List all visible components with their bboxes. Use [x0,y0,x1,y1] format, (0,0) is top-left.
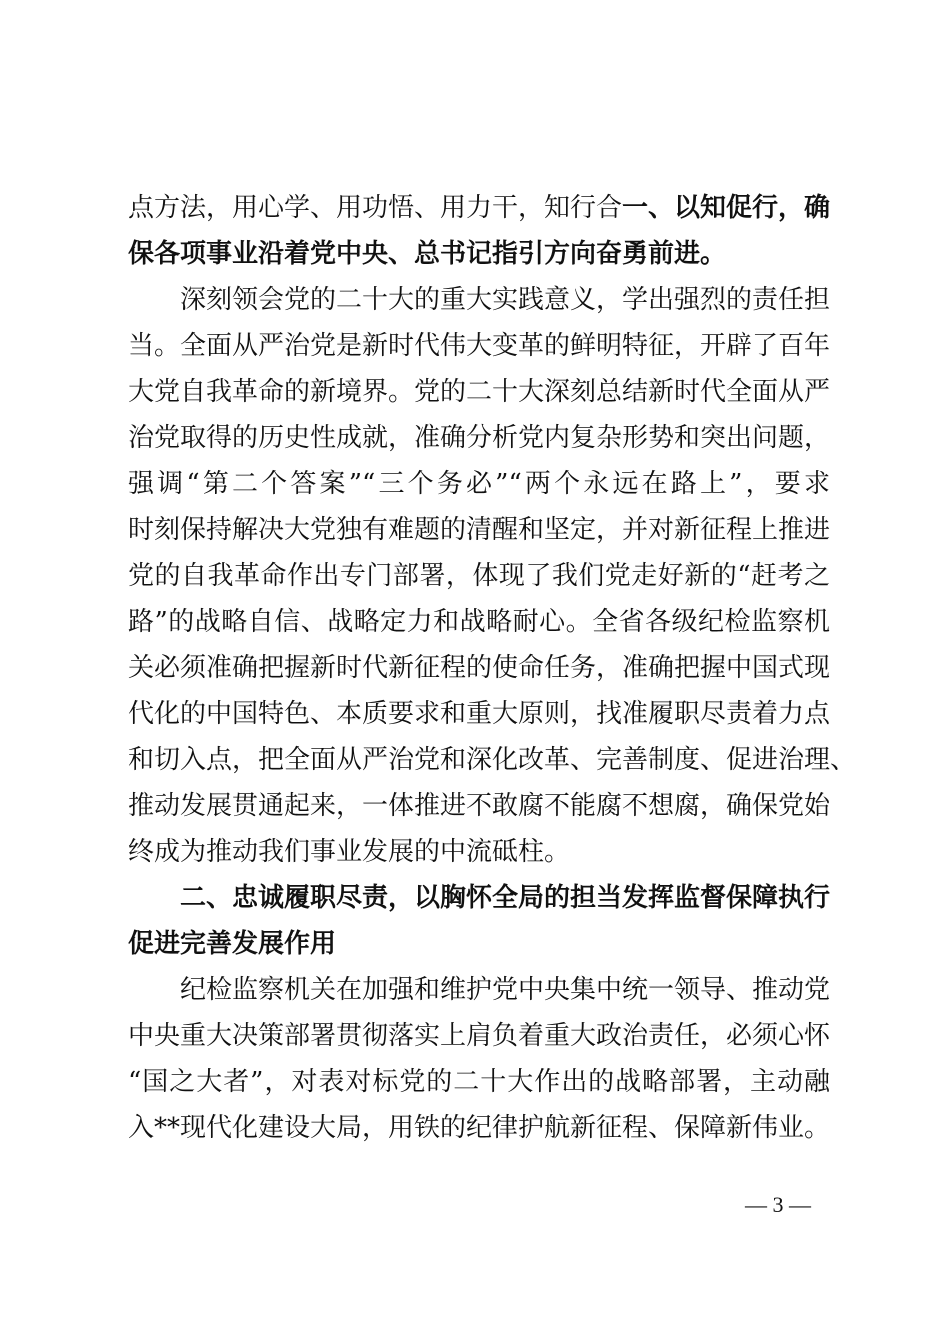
paragraph-line: 推动发展贯通起来，一体推进不敢腐不能腐不想腐，确保党始 [128,791,831,821]
paragraph-line: “国之大者”，对表对标党的二十大作出的战略部署，主动融 [128,1067,830,1097]
paragraph-line: 路”的战略自信、战略定力和战略耐心。全省各级纪检监察机 [128,607,830,637]
paragraph-line: 和切入点，把全面从严治党和深化改革、完善制度、促进治理、 [128,745,857,775]
text-run: 点方法，用心学、用功悟、用力干，知行合 [128,193,623,223]
paragraph-line: 时刻保持解决大党独有难题的清醒和坚定，并对新征程上推进 [128,515,831,545]
paragraph-line: 代化的中国特色、本质要求和重大原则，找准履职尽责着力点 [128,699,831,729]
paragraph-line: 强调“第二个答案”“三个务必”“两个永远在路上”，要求 [128,469,830,499]
paragraph-line: 大党自我革命的新境界。党的二十大深刻总结新时代全面从严 [128,377,831,407]
section-heading-line: 保各项事业沿着党中央、总书记指引方向奋勇前进。 [128,239,727,269]
section-heading-line: 二、忠诚履职尽责，以胸怀全局的担当发挥监督保障执行 [180,883,831,913]
paragraph-line: 入**现代化建设大局，用铁的纪律护航新征程、保障新伟业。 [128,1113,831,1143]
paragraph-line: 中央重大决策部署贯彻落实上肩负着重大政治责任，必须心怀 [128,1021,831,1051]
page-number: — 3 — [745,1192,811,1217]
paragraph-line: 治党取得的历史性成就，准确分析党内复杂形势和突出问题， [128,423,831,453]
paragraph-line [128,185,830,231]
paragraph-line: 终成为推动我们事业发展的中流砥柱。 [128,837,571,867]
paragraph-line: 关必须准确把握新时代新征程的使命任务，准确把握中国式现 [128,653,831,683]
bold-heading-run: 一、以知促行，确 [622,193,831,223]
paragraph-line: 当。全面从严治党是新时代伟大变革的鲜明特征，开辟了百年 [128,331,831,361]
paragraph-line: 深刻领会党的二十大的重大实践意义，学出强烈的责任担 [180,285,831,315]
paragraph-line: 党的自我革命作出专门部署，体现了我们党走好新的“赶考之 [128,561,830,591]
section-heading-line: 促进完善发展作用 [128,929,337,959]
paragraph-line: 纪检监察机关在加强和维护党中央集中统一领导、推动党 [180,975,831,1005]
